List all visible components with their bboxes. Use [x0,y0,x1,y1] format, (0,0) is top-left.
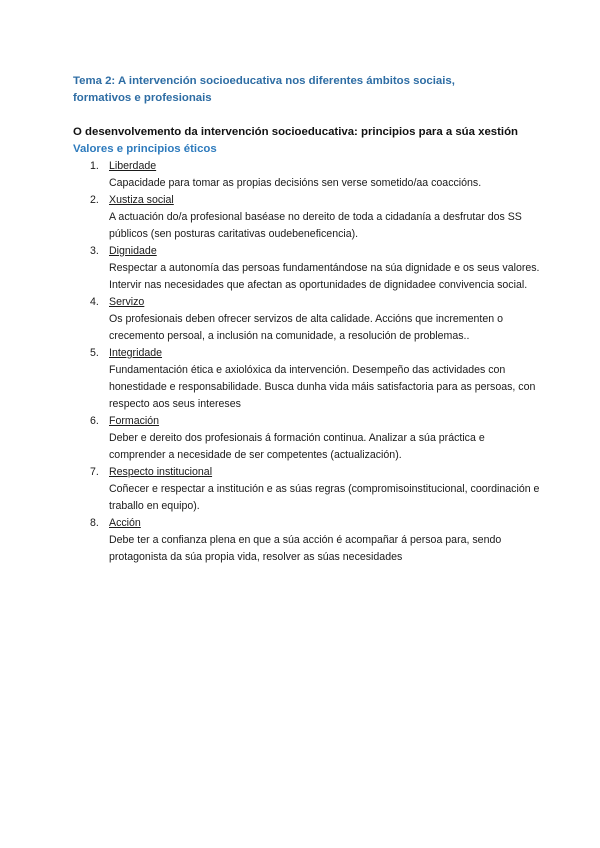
principle-description: Respectar a autonomía das persoas fundamentándose na súa dignidade e os seus valores. Intervir nas necesidades que afectan as oportunidades de dignidadee convivencia social. [109,262,540,291]
principle-name: Acción [109,517,141,529]
principle-item [73,158,543,192]
principle-number: 1. [90,160,99,172]
principle-number: 3. [90,245,99,257]
principle-number: 7. [90,466,99,478]
principle-name: Dignidade [109,245,157,257]
principle-number: 2. [90,194,99,206]
principle-description: Os profesionais deben ofrecer servizos de alta calidade. Accións que incrementen o crecemento persoal, a inclusión na comunidade, a resolución de problemas.. [109,313,503,342]
principle-name: Integridade [109,347,163,359]
section-heading: O desenvolvemento da intervención socioeducativa: principios para a súa xestión [73,126,519,138]
principle-name: Servizo [109,296,145,308]
principle-item [73,515,543,566]
principles-list [73,158,543,566]
topic-title: Tema 2: A intervención socioeducativa nos diferentes ámbitos sociais, formativos e profesionais [73,75,455,104]
principle-description: Debe ter a confianza plena en que a súa acción é acompañar á persoa para, sendo protagonista da súa propia vida, resolver as súas necesidades [109,534,502,563]
principle-name: Xustiza social [109,194,174,206]
principle-description: Deber e dereito dos profesionais á formación continua. Analizar a súa práctica e comprender a necesidade de ser competentes (actualización). [109,432,485,461]
subheading: Valores e principios éticos [73,143,217,155]
principle-item [73,294,543,345]
principle-name: Liberdade [109,160,157,172]
principle-number: 4. [90,296,99,308]
principle-description: Capacidade para tomar as propias decisións sen verse sometido/aa coaccións. [109,177,482,189]
principle-description: Fundamentación ética e axiolóxica da intervención. Desempeño das actividades con honestidade e responsabilidade. Busca dunha vida máis satisfactoria para as persoas, con respecto aos seus intereses [109,364,536,410]
principle-item [73,345,543,413]
principle-name: Formación [109,415,160,427]
principle-description: Coñecer e respectar a institución e as súas regras (compromisoinstitucional, coordinación e traballo en equipo). [109,483,540,512]
principle-description: A actuación do/a profesional baséase no dereito de toda a cidadanía a desfrutar dos SS públicos (sen posturas caritativas oudebeneficencia). [109,211,522,240]
principle-item [73,464,543,515]
principle-number: 5. [90,347,99,359]
principle-name: Respecto institucional [109,466,213,478]
principle-number: 6. [90,415,99,427]
principle-number: 8. [90,517,99,529]
principle-item [73,243,543,294]
principle-item [73,192,543,243]
principle-item [73,413,543,464]
